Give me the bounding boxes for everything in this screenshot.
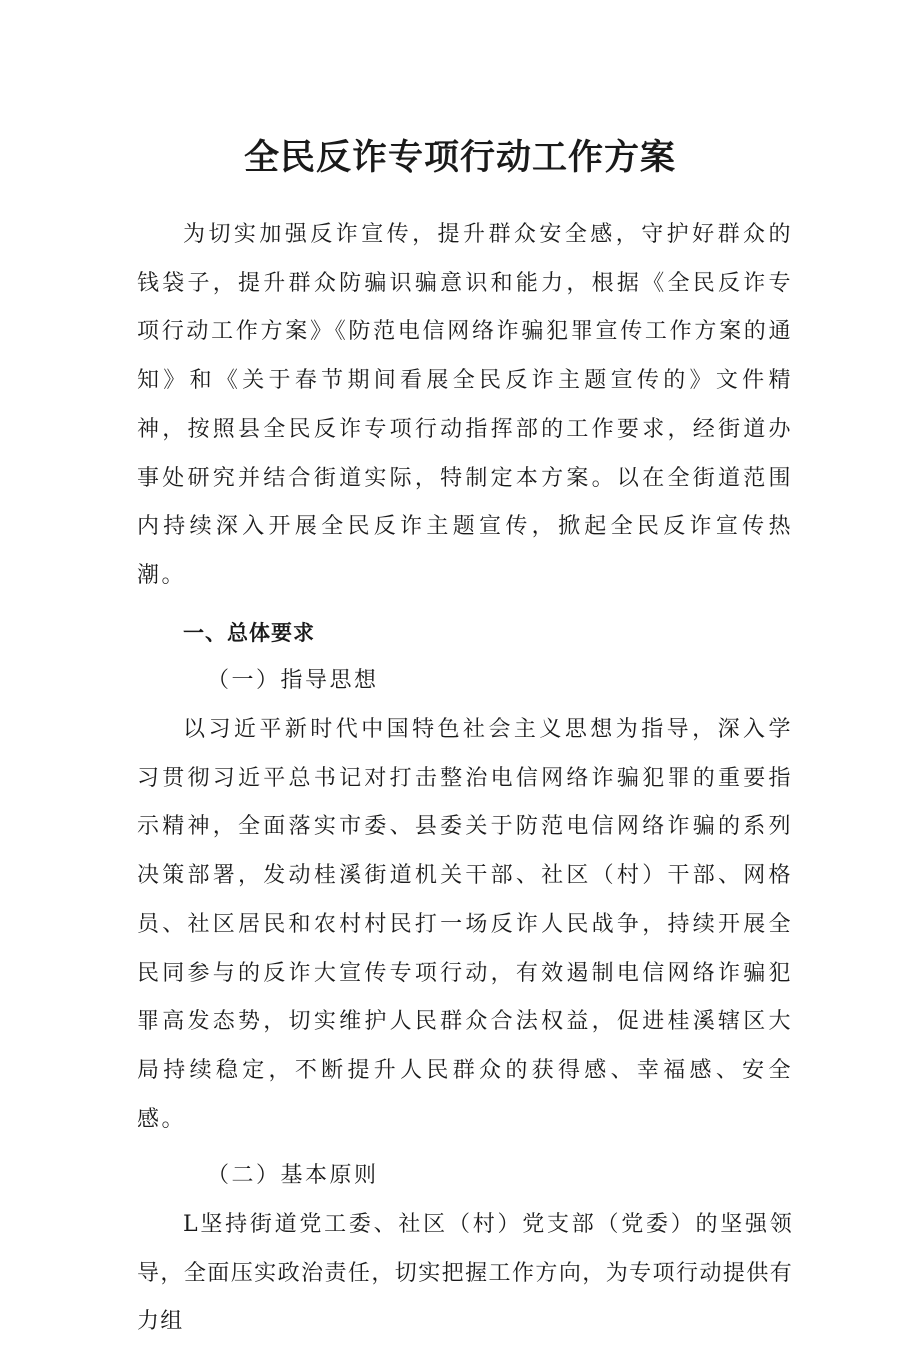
guiding-thought-paragraph: 以习近平新时代中国特色社会主义思想为指导，深入学习贯彻习近平总书记对打击整治电信网络诈骗犯罪的重要指示精神，全面落实市委、县委关于防范电信网络诈骗的系列决策部署，发动桂溪街道机关干部、社区（村）干部、网格员、社区居民和农村村民打一场反诈人民战争，持续开展全民同参与的反诈大宣传专项行动，有效遏制电信网络诈骗犯罪高发态势，切实维护人民群众合法权益，促进桂溪辖区大局持续稳定，不断提升人民群众的获得感、幸福感、安全感。 <box>137 717 793 1132</box>
subsection-heading-basic-principles: （二）基本原则 <box>207 1163 379 1189</box>
document-title: 全民反诈专项行动工作方案 <box>243 138 676 178</box>
intro-paragraph: 为切实加强反诈宣传，提升群众安全感，守护好群众的钱袋子，提升群众防骗识骗意识和能力，根据《全民反诈专项行动工作方案》《防范电信网络诈骗犯罪宣传工作方案的通知》和《关于春节期间看展全民反诈主题宣传的》文件精神，按照县全民反诈专项行动指挥部的工作要求，经街道办事处研究并结合街道实际，特制定本方案。以在全街道范围内持续深入开展全民反诈主题宣传，掀起全民反诈宣传热潮。 <box>137 222 793 588</box>
section-heading-overall-requirements: 一、总体要求 <box>183 620 315 645</box>
principle-paragraph-1: L坚持街道党工委、社区（村）党支部（党委）的坚强领导，全面压实政治责任，切实把握工作方向，为专项行动提供有力组 <box>137 1212 793 1335</box>
document-body <box>137 211 793 1347</box>
subsection-heading-guiding-thought: （一）指导思想 <box>207 668 379 694</box>
